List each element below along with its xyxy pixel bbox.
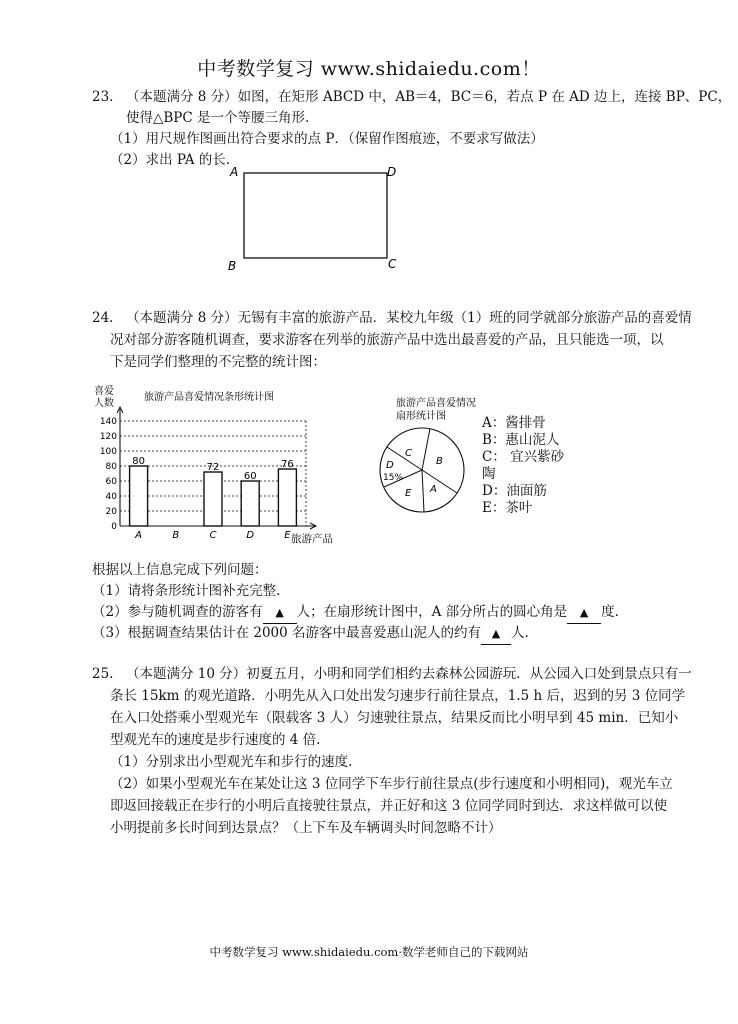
bar-value-label-c: 72 — [206, 462, 220, 473]
q24-blank-2: ▲ — [567, 602, 601, 624]
q24-sub3-text-b: 人. — [511, 625, 529, 641]
bar-value-label-a: 80 — [132, 456, 145, 467]
bar-ylabel-2: 人数 — [94, 398, 114, 409]
bar-y-tick-label: 100 — [99, 447, 117, 457]
pie-divider-5 — [422, 470, 457, 493]
q24-sub2-text-b: 人；在扇形统计图中，A 部分所占的圆心角是 — [296, 604, 568, 620]
page-footer: 中考数学复习 www.shidaiedu.com·数学老师自己的下载网站 — [209, 945, 529, 959]
bar-y-tick-label: 80 — [105, 462, 117, 472]
label-b: B — [228, 259, 237, 273]
q24-sub2-text-c: 度. — [601, 604, 619, 620]
legend-a: A：酱排骨 — [482, 415, 546, 431]
pie-label-b: B — [436, 456, 443, 467]
bar-xlabel: 旅游产品 — [291, 533, 333, 545]
q23-line4: （2）求出 PA 的长. — [110, 152, 231, 168]
q23-line2: 使得△BPC 是一个等腰三角形. — [126, 110, 310, 126]
bar-category-label-c: C — [209, 530, 217, 541]
q25-number: 25. — [92, 666, 114, 682]
q25-line4: 型观光车的速度是步行速度的 4 倍. — [110, 732, 321, 748]
pie-label-e: E — [405, 488, 412, 499]
q25-line8: 小明提前多长时间到达景点？（上下车及车辆调头时间忽略不计） — [110, 820, 502, 836]
pie-chart — [368, 392, 478, 522]
q25-line6: （2）如果小型观光车在某处让这 3 位同学下车步行前往景点(步行速度和小明相同)，观光车立 — [110, 776, 673, 792]
bar-a — [130, 466, 148, 526]
bar-y-tick-label: 60 — [105, 477, 117, 487]
rectangle-figure — [222, 160, 412, 276]
q24-sub3-text-a: （3）根据调查结果估计在 2000 名游客中最喜爱惠山泥人的约有 — [92, 625, 482, 641]
label-d: D — [387, 165, 397, 179]
bar-ylabel-1: 喜爱 — [94, 386, 114, 397]
bar-chart — [92, 383, 352, 548]
bar-y-tick-label: 40 — [105, 492, 117, 502]
legend-c: C： 宜兴紫砂 — [482, 449, 565, 465]
bar-category-label-a: A — [135, 530, 143, 541]
label-a: A — [230, 165, 239, 179]
bar-y-tick-label: 20 — [105, 507, 117, 517]
pie-label-a: A — [430, 484, 437, 495]
pie-label-d: D — [386, 460, 394, 471]
bar-y-tick-label: 0 — [111, 522, 117, 532]
bar-y-tick-label: 140 — [99, 417, 117, 427]
pie-d-percent: 15% — [383, 473, 404, 483]
q25-line2: 条长 15km 的观光道路．小明先从入口处出发匀速步行前往景点，1.5 h 后，迟到的另 3 位同学 — [110, 688, 686, 704]
legend-e: E：茶叶 — [482, 500, 533, 516]
bar-chart-title: 旅游产品喜爱情况条形统计图 — [144, 392, 274, 403]
q24-line1: （本题满分 8 分）无锡有丰富的旅游产品．某校九年级（1）班的同学就部分旅游产品的喜爱情 — [126, 310, 692, 326]
q25-line7: 即返回接载正在步行的小明后直接驶往景点，并正好和这 3 位同学同时到达．求这样做可以使 — [110, 798, 668, 814]
q24-blank-3: ▲ — [481, 623, 511, 645]
q24-number: 24. — [92, 310, 114, 326]
legend-d: D：油面筋 — [482, 483, 547, 499]
q24-blank-1: ▲ — [263, 602, 297, 624]
bar-e — [278, 469, 296, 526]
pie-label-c: C — [405, 448, 412, 459]
pie-divider-4 — [422, 470, 424, 512]
q23-line3: （1）用尺规作图画出符合要求的点 P．（保留作图痕迹，不要求写做法） — [110, 131, 544, 147]
pie-title-1: 旅游产品喜爱情况 — [396, 398, 476, 409]
bar-c — [204, 472, 222, 526]
bar-category-label-e: E — [284, 530, 291, 541]
q24-intro: 根据以上信息完成下列问题： — [92, 562, 268, 578]
q23-line1: （本题满分 8 分）如图，在矩形 ABCD 中，AB＝4，BC＝6，若点 P 在 AD 边上，连接 BP、PC， — [126, 89, 732, 105]
q25-line1: （本题满分 10 分）初夏五月，小明和同学们相约去森林公园游玩．从公园入口处到景点只有一 — [126, 666, 692, 682]
bar-value-label-e: 76 — [281, 459, 294, 470]
q25-line5: （1）分别求出小型观光车和步行的速度. — [110, 754, 353, 770]
q24-line2: 况对部分游客随机调查，要求游客在列举的旅游产品中选出最喜爱的产品，且只能选一项，以 — [110, 332, 664, 348]
legend-c-cont: 陶 — [482, 466, 496, 482]
q25-line3: 在入口处搭乘小型观光车（限载客 3 人）匀速驶往景点，结果反而比小明早到 45 min．已知小 — [110, 710, 679, 726]
q23-number: 23. — [92, 89, 114, 105]
label-c: C — [388, 257, 397, 271]
q24-sub1: （1）请将条形统计图补充完整. — [92, 583, 281, 599]
rectangle-abcd — [244, 173, 387, 258]
bar-category-label-d: D — [246, 530, 255, 541]
q24-sub2 — [92, 602, 619, 624]
pie-divider-1 — [422, 429, 430, 471]
bar-y-tick-label: 120 — [99, 432, 117, 442]
page-header: 中考数学复习 www.shidaiedu.com！ — [197, 58, 541, 80]
bar-category-label-b: B — [172, 530, 180, 541]
q24-sub2-text-a: （2）参与随机调查的游客有 — [92, 604, 263, 620]
q24-line3: 下是同学们整理的不完整的统计图： — [110, 354, 326, 370]
q24-sub3 — [92, 623, 529, 645]
legend-b: B：惠山泥人 — [482, 432, 560, 448]
bar-value-label-d: 60 — [243, 471, 257, 482]
bar-d — [241, 481, 259, 526]
pie-title-2: 扇形统计图 — [396, 411, 446, 422]
